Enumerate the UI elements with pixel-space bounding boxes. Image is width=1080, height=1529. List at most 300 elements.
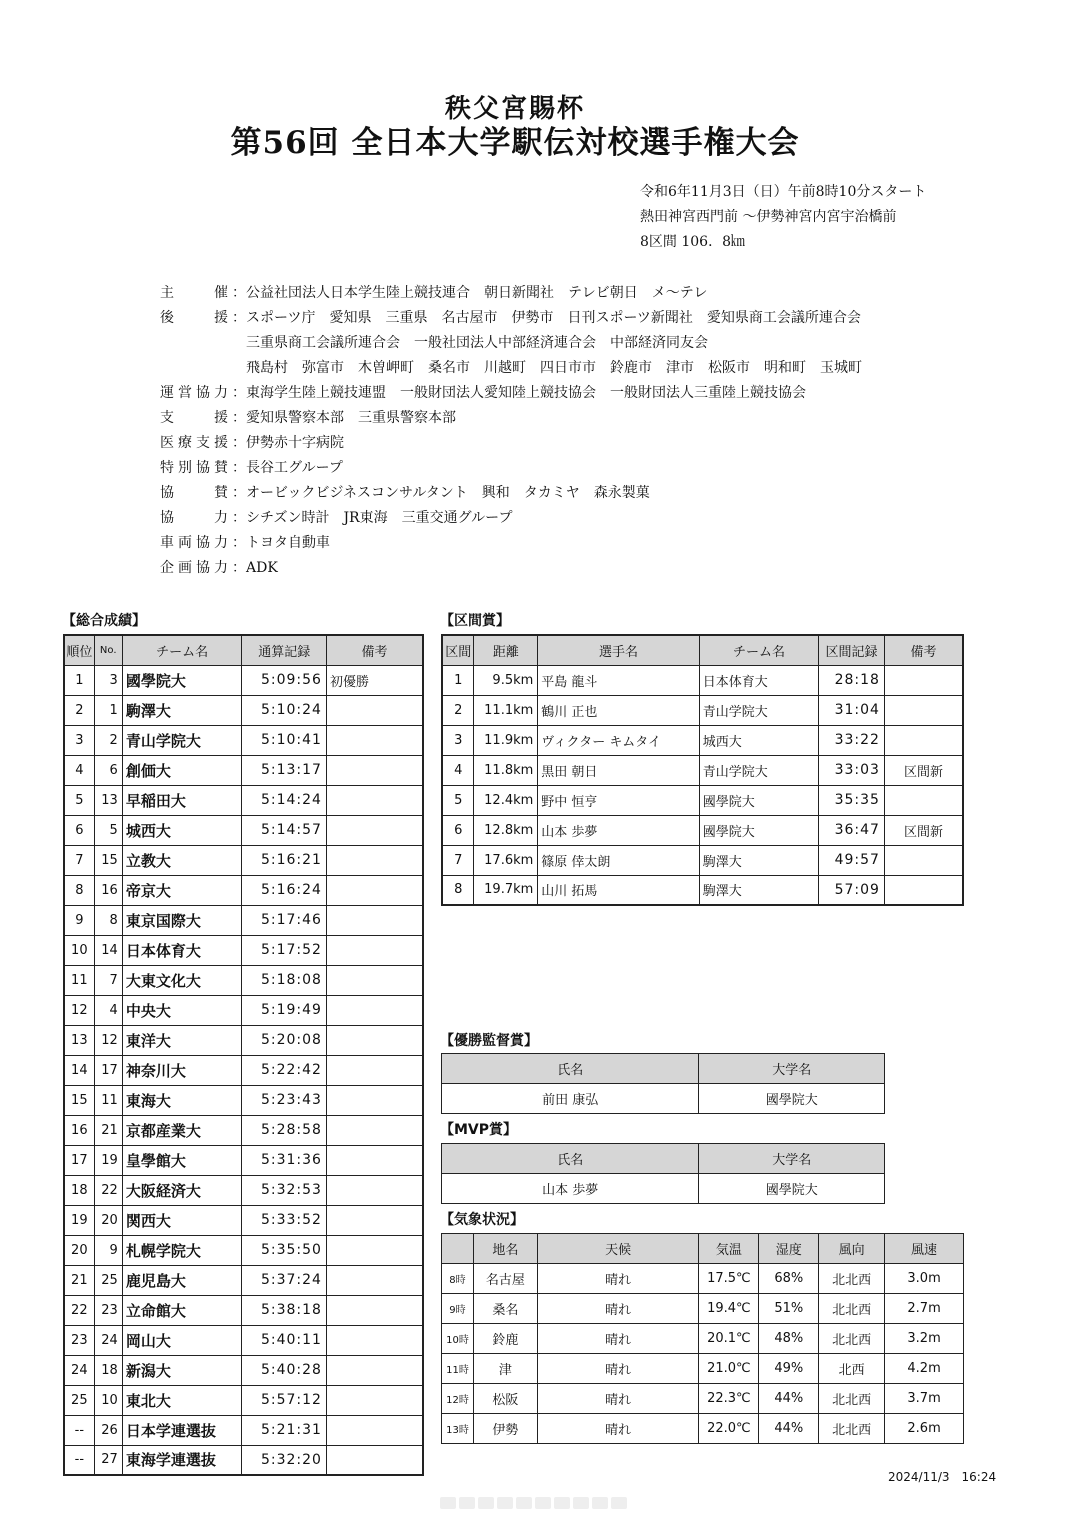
total-row: [64, 1235, 423, 1265]
bib-no-cell: 27: [94, 1445, 122, 1475]
place-cell: 伊勢: [473, 1414, 537, 1444]
rank-cell: 3: [64, 725, 94, 755]
organizer-row: [160, 431, 862, 456]
team-name-cell: 大東文化大: [122, 965, 242, 995]
total-col-header: チーム名: [122, 635, 242, 665]
bib-no-cell: 13: [94, 785, 122, 815]
runner-name-cell: 鶴川 正也: [538, 695, 700, 725]
organizer-row: [160, 531, 862, 556]
total-row: [64, 755, 423, 785]
organizer-role: [160, 356, 246, 381]
rank-cell: 2: [64, 695, 94, 725]
organizer-role: 特別協賛：: [160, 460, 246, 476]
humidity-cell: 48%: [759, 1324, 819, 1354]
bib-no-cell: 15: [94, 845, 122, 875]
temperature-cell: 20.1℃: [699, 1324, 759, 1354]
coach-col-name: 氏名: [442, 1054, 699, 1084]
note-cell: [326, 1085, 423, 1115]
bib-no-cell: 14: [94, 935, 122, 965]
total-row: [64, 725, 423, 755]
section-note-cell: [884, 875, 963, 905]
runner-team-cell: 國學院大: [699, 785, 818, 815]
team-name-cell: 東海大: [122, 1085, 242, 1115]
section-time-cell: 33:03: [819, 755, 885, 785]
total-row: [64, 665, 423, 695]
total-time-cell: 5:57:12: [242, 1385, 326, 1415]
total-time-cell: 5:22:42: [242, 1055, 326, 1085]
wind-direction-cell: 北北西: [819, 1384, 885, 1414]
runner-name-cell: 篠原 倖太朗: [538, 845, 700, 875]
total-time-cell: 5:13:17: [242, 755, 326, 785]
rank-cell: 4: [64, 755, 94, 785]
bib-no-cell: 22: [94, 1175, 122, 1205]
bib-no-cell: 20: [94, 1205, 122, 1235]
team-name-cell: 東北大: [122, 1385, 242, 1415]
hour-cell: 11時: [442, 1354, 474, 1384]
total-row: [64, 1205, 423, 1235]
team-name-cell: 青山学院大: [122, 725, 242, 755]
event-subtitle: 秩父宮賜杯: [444, 94, 585, 124]
wind-speed-cell: 2.7m: [885, 1294, 964, 1324]
note-cell: [326, 1055, 423, 1085]
team-name-cell: 東洋大: [122, 1025, 242, 1055]
total-row: [64, 785, 423, 815]
total-time-cell: 5:16:24: [242, 875, 326, 905]
organizer-role: 協 力：: [160, 510, 246, 526]
total-row: [64, 695, 423, 725]
organizer-names: 愛知県警察本部 三重県警察本部: [246, 410, 456, 426]
mvp-col-name: 氏名: [442, 1144, 699, 1174]
coach-award-heading: 【優勝監督賞】: [440, 1033, 538, 1049]
note-cell: [326, 845, 423, 875]
weather-table: [441, 1233, 964, 1444]
distance-cell: 12.8km: [474, 815, 538, 845]
runner-name-cell: 野中 恒亨: [538, 785, 700, 815]
bib-no-cell: 2: [94, 725, 122, 755]
watermark-block: [592, 1497, 608, 1509]
coach-award-table: [441, 1053, 885, 1114]
place-cell: 松阪: [473, 1384, 537, 1414]
total-row: [64, 1295, 423, 1325]
rank-cell: 22: [64, 1295, 94, 1325]
distance-cell: 19.7km: [474, 875, 538, 905]
note-cell: [326, 905, 423, 935]
runner-team-cell: 日本体育大: [699, 665, 818, 695]
team-name-cell: 駒澤大: [122, 695, 242, 725]
hour-cell: 9時: [442, 1294, 474, 1324]
weather-col-header: 気温: [699, 1234, 759, 1264]
bib-no-cell: 9: [94, 1235, 122, 1265]
bib-no-cell: 19: [94, 1145, 122, 1175]
section-no-cell: 2: [442, 695, 474, 725]
rank-cell: 14: [64, 1055, 94, 1085]
bib-no-cell: 4: [94, 995, 122, 1025]
section-time-cell: 33:22: [819, 725, 885, 755]
start-info: [640, 180, 926, 255]
organizer-names: トヨタ自動車: [246, 535, 330, 551]
organizer-names: 公益社団法人日本学生陸上競技連合 朝日新聞社 テレビ朝日 メ〜テレ: [246, 285, 708, 301]
bib-no-cell: 7: [94, 965, 122, 995]
section-note-cell: 区間新: [884, 755, 963, 785]
organizer-names: 三重県商工会議所連合会 一般社団法人中部経済連合会 中部経済同友会: [246, 335, 708, 351]
organizer-row: [160, 481, 862, 506]
bib-no-cell: 1: [94, 695, 122, 725]
distance-cell: 11.1km: [474, 695, 538, 725]
rank-cell: 8: [64, 875, 94, 905]
bib-no-cell: 18: [94, 1355, 122, 1385]
section-col-header: チーム名: [699, 635, 818, 665]
sky-cell: 晴れ: [537, 1294, 699, 1324]
section-time-cell: 57:09: [819, 875, 885, 905]
distance-cell: 9.5km: [474, 665, 538, 695]
runner-team-cell: 青山学院大: [699, 755, 818, 785]
bib-no-cell: 10: [94, 1385, 122, 1415]
rank-cell: 13: [64, 1025, 94, 1055]
rank-cell: 25: [64, 1385, 94, 1415]
section-row: [442, 785, 963, 815]
total-col-header: 順位: [64, 635, 94, 665]
distance-cell: 11.9km: [474, 725, 538, 755]
total-row: [64, 1115, 423, 1145]
section-note-cell: [884, 845, 963, 875]
total-time-cell: 5:32:20: [242, 1445, 326, 1475]
total-time-cell: 5:31:36: [242, 1145, 326, 1175]
section-row: [442, 815, 963, 845]
note-cell: [326, 1385, 423, 1415]
note-cell: [326, 1265, 423, 1295]
total-row: [64, 1055, 423, 1085]
section-awards-table: [441, 634, 964, 906]
total-time-cell: 5:20:08: [242, 1025, 326, 1055]
section-no-cell: 5: [442, 785, 474, 815]
wind-speed-cell: 3.0m: [885, 1264, 964, 1294]
team-name-cell: 京都産業大: [122, 1115, 242, 1145]
rank-cell: 6: [64, 815, 94, 845]
runner-team-cell: 駒澤大: [699, 845, 818, 875]
hour-cell: 12時: [442, 1384, 474, 1414]
rank-cell: 5: [64, 785, 94, 815]
organizer-names: 東海学生陸上競技連盟 一般財団法人愛知陸上競技協会 一般財団法人三重陸上競技協会: [246, 385, 806, 401]
team-name-cell: 立命館大: [122, 1295, 242, 1325]
note-cell: [326, 755, 423, 785]
total-row: [64, 1085, 423, 1115]
runner-name-cell: 山本 歩夢: [538, 815, 700, 845]
wind-direction-cell: 北西: [819, 1354, 885, 1384]
wind-speed-cell: 2.6m: [885, 1414, 964, 1444]
total-time-cell: 5:10:41: [242, 725, 326, 755]
event-title: 第56回 全日本大学駅伝対校選手権大会: [230, 125, 800, 161]
organizer-row: [160, 556, 862, 581]
section-note-cell: [884, 725, 963, 755]
team-name-cell: 東海学連選抜: [122, 1445, 242, 1475]
total-row: [64, 1025, 423, 1055]
note-cell: [326, 815, 423, 845]
total-row: [64, 965, 423, 995]
organizer-names: 長谷工グループ: [246, 460, 343, 476]
team-name-cell: 神奈川大: [122, 1055, 242, 1085]
note-cell: [326, 1205, 423, 1235]
runner-team-cell: 駒澤大: [699, 875, 818, 905]
note-cell: [326, 1145, 423, 1175]
note-cell: [326, 1025, 423, 1055]
organizer-names: スポーツ庁 愛知県 三重県 名古屋市 伊勢市 日刊スポーツ新聞社 愛知県商工会議所連合会: [246, 310, 861, 326]
coach-col-univ: 大学名: [699, 1054, 885, 1084]
team-name-cell: 皇學館大: [122, 1145, 242, 1175]
section-row: [442, 695, 963, 725]
temperature-cell: 22.0℃: [699, 1414, 759, 1444]
sky-cell: 晴れ: [537, 1264, 699, 1294]
section-time-cell: 49:57: [819, 845, 885, 875]
note-cell: [326, 1175, 423, 1205]
organizer-names: オービックビジネスコンサルタント 興和 タカミヤ 森永製菓: [246, 485, 650, 501]
team-name-cell: 鹿児島大: [122, 1265, 242, 1295]
bib-no-cell: 3: [94, 665, 122, 695]
rank-cell: 10: [64, 935, 94, 965]
section-no-cell: 8: [442, 875, 474, 905]
organizer-row: [160, 406, 862, 431]
section-row: [442, 665, 963, 695]
rank-cell: 18: [64, 1175, 94, 1205]
temperature-cell: 17.5℃: [699, 1264, 759, 1294]
section-note-cell: 区間新: [884, 815, 963, 845]
wind-speed-cell: 3.2m: [885, 1324, 964, 1354]
team-name-cell: 帝京大: [122, 875, 242, 905]
rank-cell: 24: [64, 1355, 94, 1385]
wind-direction-cell: 北北西: [819, 1264, 885, 1294]
total-time-cell: 5:38:18: [242, 1295, 326, 1325]
total-time-cell: 5:18:08: [242, 965, 326, 995]
watermark-block: [516, 1497, 532, 1509]
weather-row: [442, 1384, 964, 1414]
sky-cell: 晴れ: [537, 1384, 699, 1414]
section-note-cell: [884, 665, 963, 695]
note-cell: [326, 1115, 423, 1145]
total-row: [64, 935, 423, 965]
total-time-cell: 5:37:24: [242, 1265, 326, 1295]
mvp-col-univ: 大学名: [699, 1144, 885, 1174]
total-results-table: [63, 634, 424, 1476]
humidity-cell: 44%: [759, 1384, 819, 1414]
bib-no-cell: 24: [94, 1325, 122, 1355]
section-time-cell: 36:47: [819, 815, 885, 845]
rank-cell: 7: [64, 845, 94, 875]
total-time-cell: 5:14:57: [242, 815, 326, 845]
bib-no-cell: 26: [94, 1415, 122, 1445]
note-cell: [326, 785, 423, 815]
watermark-block: [459, 1497, 475, 1509]
weather-row: [442, 1324, 964, 1354]
team-name-cell: 國學院大: [122, 665, 242, 695]
organizer-row: [160, 281, 862, 306]
watermark-block: [573, 1497, 589, 1509]
weather-row: [442, 1414, 964, 1444]
total-time-cell: 5:10:24: [242, 695, 326, 725]
weather-row: [442, 1354, 964, 1384]
total-row: [64, 1145, 423, 1175]
total-col-header: No.: [94, 635, 122, 665]
humidity-cell: 49%: [759, 1354, 819, 1384]
total-time-cell: 5:19:49: [242, 995, 326, 1025]
organizer-row: [160, 356, 862, 381]
rank-cell: 1: [64, 665, 94, 695]
note-cell: [326, 1235, 423, 1265]
team-name-cell: 札幌学院大: [122, 1235, 242, 1265]
team-name-cell: 大阪経済大: [122, 1175, 242, 1205]
organizer-role: 支 援：: [160, 410, 246, 426]
total-row: [64, 875, 423, 905]
organizer-row: [160, 331, 862, 356]
total-time-cell: 5:40:11: [242, 1325, 326, 1355]
section-no-cell: 6: [442, 815, 474, 845]
wind-direction-cell: 北北西: [819, 1324, 885, 1354]
total-time-cell: 5:17:52: [242, 935, 326, 965]
team-name-cell: 新潟大: [122, 1355, 242, 1385]
coach-name: 前田 康弘: [442, 1084, 699, 1114]
total-time-cell: 5:40:28: [242, 1355, 326, 1385]
total-row: [64, 815, 423, 845]
organizer-role: 後 援：: [160, 310, 246, 326]
section-no-cell: 7: [442, 845, 474, 875]
organizer-row: [160, 381, 862, 406]
total-row: [64, 995, 423, 1025]
start-info-line: 令和6年11月3日（日）午前8時10分スタート: [640, 184, 927, 200]
humidity-cell: 68%: [759, 1264, 819, 1294]
mvp-award-heading: 【MVP賞】: [440, 1122, 518, 1138]
hour-cell: 13時: [442, 1414, 474, 1444]
organizer-role: 車両協力：: [160, 535, 246, 551]
printed-timestamp: 2024/11/3 16:24: [888, 1470, 997, 1484]
note-cell: [326, 695, 423, 725]
team-name-cell: 岡山大: [122, 1325, 242, 1355]
rank-cell: 16: [64, 1115, 94, 1145]
weather-col-header: 風速: [885, 1234, 964, 1264]
organizer-names: 伊勢赤十字病院: [246, 435, 344, 451]
rank-cell: 21: [64, 1265, 94, 1295]
note-cell: [326, 725, 423, 755]
weather-col-header: 天候: [537, 1234, 699, 1264]
rank-cell: 12: [64, 995, 94, 1025]
weather-row: [442, 1264, 964, 1294]
total-row: [64, 1445, 423, 1475]
distance-cell: 17.6km: [474, 845, 538, 875]
humidity-cell: 44%: [759, 1414, 819, 1444]
organizer-names: シチズン時計 JR東海 三重交通グループ: [246, 510, 513, 526]
total-time-cell: 5:32:53: [242, 1175, 326, 1205]
note-cell: [326, 965, 423, 995]
weather-col-header: 地名: [473, 1234, 537, 1264]
team-name-cell: 日本学連選抜: [122, 1415, 242, 1445]
total-time-cell: 5:21:31: [242, 1415, 326, 1445]
section-time-cell: 35:35: [819, 785, 885, 815]
total-time-cell: 5:09:56: [242, 665, 326, 695]
watermark-block: [440, 1497, 456, 1509]
weather-col-header: [442, 1234, 474, 1264]
organizer-role: 医療支援：: [160, 435, 246, 451]
runner-name-cell: 山川 拓馬: [538, 875, 700, 905]
runner-team-cell: 國學院大: [699, 815, 818, 845]
weather-col-header: 湿度: [759, 1234, 819, 1264]
weather-heading: 【気象状況】: [440, 1212, 524, 1228]
watermark-block: [611, 1497, 627, 1509]
note-cell: [326, 1445, 423, 1475]
section-col-header: 距離: [474, 635, 538, 665]
sky-cell: 晴れ: [537, 1354, 699, 1384]
section-no-cell: 3: [442, 725, 474, 755]
mvp-univ: 國學院大: [699, 1174, 885, 1204]
note-cell: 初優勝: [326, 665, 423, 695]
wind-direction-cell: 北北西: [819, 1414, 885, 1444]
note-cell: [326, 875, 423, 905]
mvp-award-table: [441, 1143, 885, 1204]
temperature-cell: 22.3℃: [699, 1384, 759, 1414]
total-time-cell: 5:33:52: [242, 1205, 326, 1235]
section-row: [442, 725, 963, 755]
place-cell: 桑名: [473, 1294, 537, 1324]
wind-speed-cell: 3.7m: [885, 1384, 964, 1414]
runner-team-cell: 青山学院大: [699, 695, 818, 725]
watermark-block: [497, 1497, 513, 1509]
bib-no-cell: 25: [94, 1265, 122, 1295]
team-name-cell: 関西大: [122, 1205, 242, 1235]
team-name-cell: 東京国際大: [122, 905, 242, 935]
section-col-header: 備考: [884, 635, 963, 665]
wind-speed-cell: 4.2m: [885, 1354, 964, 1384]
total-row: [64, 1355, 423, 1385]
temperature-cell: 21.0℃: [699, 1354, 759, 1384]
hour-cell: 10時: [442, 1324, 474, 1354]
rank-cell: 15: [64, 1085, 94, 1115]
section-col-header: 選手名: [538, 635, 700, 665]
section-note-cell: [884, 785, 963, 815]
bib-no-cell: 17: [94, 1055, 122, 1085]
watermark-block: [535, 1497, 551, 1509]
hour-cell: 8時: [442, 1264, 474, 1294]
total-col-header: 通算記録: [242, 635, 326, 665]
note-cell: [326, 1355, 423, 1385]
organizer-role: 協 賛：: [160, 485, 246, 501]
weather-col-header: 風向: [819, 1234, 885, 1264]
rank-cell: --: [64, 1445, 94, 1475]
organizer-role: 企画協力：: [160, 560, 246, 576]
watermark-block: [478, 1497, 494, 1509]
bib-no-cell: 6: [94, 755, 122, 785]
organizer-role: [160, 331, 246, 356]
bib-no-cell: 23: [94, 1295, 122, 1325]
section-awards-heading: 【区間賞】: [440, 613, 510, 629]
section-row: [442, 755, 963, 785]
section-row: [442, 875, 963, 905]
organizer-row: [160, 456, 862, 481]
team-name-cell: 中央大: [122, 995, 242, 1025]
weather-row: [442, 1294, 964, 1324]
total-row: [64, 1385, 423, 1415]
total-row: [64, 1175, 423, 1205]
bib-no-cell: 21: [94, 1115, 122, 1145]
place-cell: 鈴鹿: [473, 1324, 537, 1354]
runner-name-cell: 平島 龍斗: [538, 665, 700, 695]
rank-cell: 9: [64, 905, 94, 935]
organizer-names: ADK: [246, 560, 278, 576]
total-col-header: 備考: [326, 635, 423, 665]
humidity-cell: 51%: [759, 1294, 819, 1324]
team-name-cell: 立教大: [122, 845, 242, 875]
note-cell: [326, 1295, 423, 1325]
runner-name-cell: ヴィクター キムタイ: [538, 725, 700, 755]
organizers-list: [160, 281, 862, 581]
section-col-header: 区間: [442, 635, 474, 665]
note-cell: [326, 1325, 423, 1355]
total-row: [64, 905, 423, 935]
